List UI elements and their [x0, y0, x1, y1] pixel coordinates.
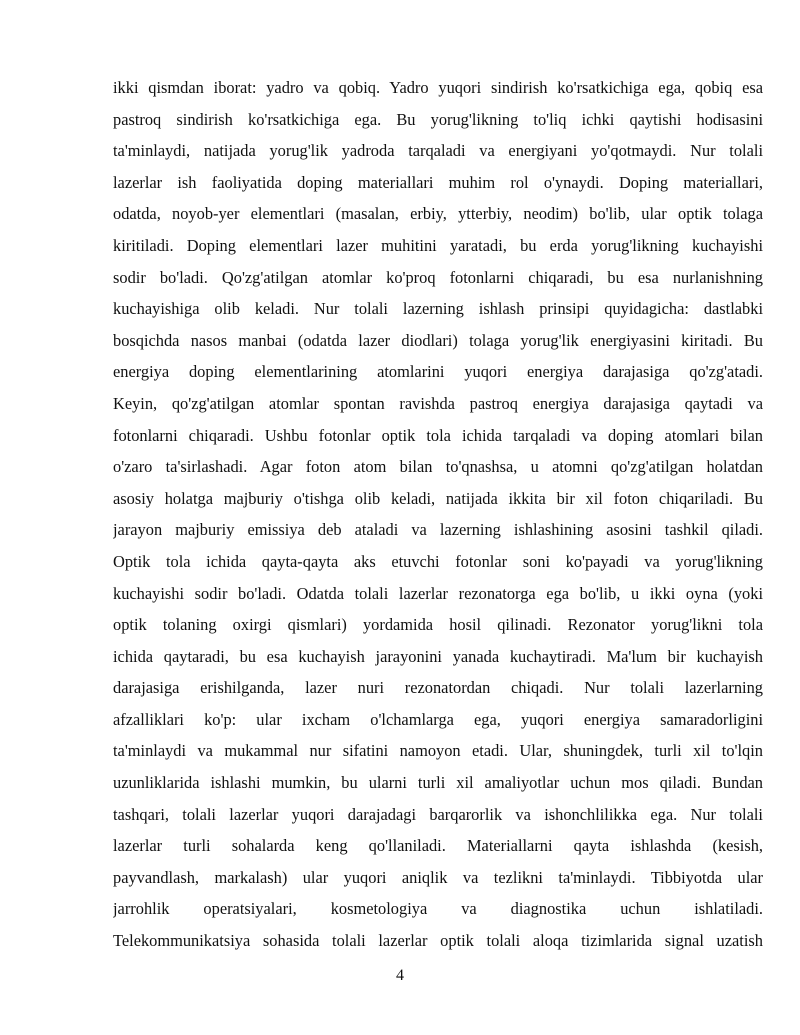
text-line: ta'minlaydi va mukammal nur sifatini namoyon etadi. Ular, shuningdek, turli xil to'lqin — [113, 741, 763, 761]
text-line: o'zaro ta'sirlashadi. Agar foton atom bilan to'qnashsa, u atomni qo'zg'atilgan holatdan — [113, 457, 763, 477]
text-line: jarayon majburiy emissiya deb ataladi va lazerning ishlashining asosini tashkil qiladi. — [113, 520, 763, 540]
text-line: odatda, noyob-yer elementlari (masalan, erbiy, ytterbiy, neodim) bo'lib, ular optik tolaga — [113, 204, 763, 224]
text-line: lazerlar ish faoliyatida doping materiallari muhim rol o'ynaydi. Doping materiallari, — [113, 172, 763, 192]
text-line: tashqari, tolali lazerlar yuqori darajadagi barqarorlik va ishonchlilikka ega. Nur tolali — [113, 804, 763, 824]
text-line: uzunliklarida ishlashi mumkin, bu ularni turli xil amaliyotlar uchun mos qiladi. Bundan — [113, 773, 763, 793]
body-text — [113, 72, 763, 957]
text-line: bosqichda nasos manbai (odatda lazer diodlari) tolaga yorug'lik energiyasini kiritadi. Bu — [113, 330, 763, 350]
text-line: energiya doping elementlarining atomlarini yuqori energiya darajasiga qo'zg'atadi. — [113, 362, 763, 382]
text-line: darajasiga erishilganda, lazer nuri rezonatordan chiqadi. Nur tolali lazerlarning — [113, 678, 763, 698]
text-line: lazerlar turli sohalarda keng qo'llaniladi. Materiallarni qayta ishlashda (kesish, — [113, 836, 763, 856]
text-line: kiritiladi. Doping elementlari lazer muhitini yaratadi, bu erda yorug'likning kuchayishi — [113, 235, 763, 255]
text-line: ikki qismdan iborat: yadro va qobiq. Yadro yuqori sindirish ko'rsatkichiga ega, qobiq esa — [113, 78, 763, 97]
text-line: payvandlash, markalash) ular yuqori aniqlik va tezlikni ta'minlaydi. Tibbiyotda ular — [113, 867, 763, 887]
text-line: ta'minlaydi, natijada yorug'lik yadroda tarqaladi va energiyani yo'qotmaydi. Nur tolali — [113, 141, 763, 161]
page-number: 4 — [396, 967, 404, 984]
text-line: optik tolaning oxirgi qismlari) yordamida hosil qilinadi. Rezonator yorug'likni tola — [113, 615, 763, 635]
text-line: fotonlarni chiqaradi. Ushbu fotonlar optik tola ichida tarqaladi va doping atomlari bilan — [113, 425, 763, 445]
text-line: Telekommunikatsiya sohasida tolali lazerlar optik tolali aloqa tizimlarida signal uzatish — [113, 931, 763, 951]
text-line: Optik tola ichida qayta-qayta aks etuvchi fotonlar soni ko'payadi va yorug'likning — [113, 551, 763, 571]
text-line: kuchayishi sodir bo'ladi. Odatda tolali lazerlar rezonatorga ega bo'lib, u ikki oyna (yoki — [113, 583, 763, 603]
text-line: asosiy holatga majburiy o'tishga olib keladi, natijada ikkita bir xil foton chiqariladi. Bu — [113, 488, 763, 508]
text-line: ichida qaytaradi, bu esa kuchayish jarayonini yanada kuchaytiradi. Ma'lum bir kuchayish — [113, 646, 763, 666]
text-line: afzalliklari ko'p: ular ixcham o'lchamlarga ega, yuqori energiya samaradorligini — [113, 709, 763, 729]
text-line: jarrohlik operatsiyalari, kosmetologiya va diagnostika uchun ishlatiladi. — [113, 899, 763, 919]
text-line: sodir bo'ladi. Qo'zg'atilgan atomlar ko'proq fotonlarni chiqaradi, bu esa nurlanishning — [113, 267, 763, 287]
text-line: pastroq sindirish ko'rsatkichiga ega. Bu yorug'likning to'liq ichki qaytishi hodisasini — [113, 109, 763, 129]
text-line: kuchayishiga olib keladi. Nur tolali lazerning ishlash prinsipi quyidagicha: dastlabki — [113, 299, 763, 319]
text-line: Keyin, qo'zg'atilgan atomlar spontan ravishda pastroq energiya darajasiga qaytadi va — [113, 393, 763, 413]
